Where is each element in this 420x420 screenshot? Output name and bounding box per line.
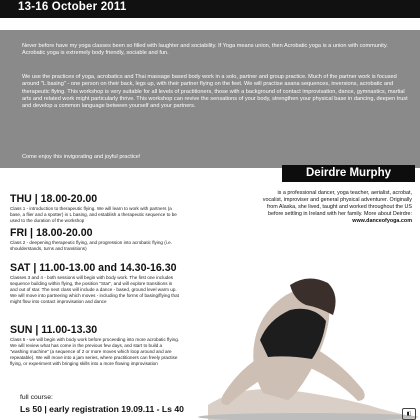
schedule-description: Classes 3 and 4 - both sessions will begin with body work. The first one includes sequence building within flying, the position "Star", and will explore transitions in and out of star. The next class will include a dance - based, ground level warm up. We will move into partnering which moves - including the forms of basing/flying that might flow into contact improvisation and dance: [10, 275, 179, 304]
schedule-description: Class 5 - we will begin with body work before proceeding into more acrobatic flying. We will review what has come in the previous few days, and start to build a "washing machine" (a sequence of 2 or more moves which loop around and are repeatable). We will move into a jam series, where practitioners can freely practise flying, or experiment with bringing skills into a more flowing improvisation: [10, 337, 180, 366]
intro-panel: [0, 30, 420, 168]
teacher-bio-text: is a professional dancer, yoga teacher, aerialist, acrobat, vocalist, improviser and general physical adventurer. Originally from Alaska, she lived, taught and worked throughout the US before settling in Ireland with her family. More about Deirdre:: [262, 190, 412, 218]
pricing-line: Ls 50 | early registration 19.09.11 - Ls 40: [20, 404, 184, 414]
schedule-heading: THU | 18.00-20.00: [10, 193, 98, 205]
schedule-thu: [10, 193, 180, 224]
intro-paragraph-3: Come enjoy this invigorating and joyful practice!: [22, 154, 141, 160]
schedule-day: THU: [10, 193, 32, 205]
early-registration-label: early registration 19.09.11: [49, 404, 155, 414]
schedule-day: FRI: [10, 227, 28, 239]
yoga-pose-photo: [168, 255, 420, 420]
schedule-heading: FRI | 18.00-20.00: [10, 227, 93, 239]
schedule-time: 11.00-13.30: [41, 324, 98, 336]
schedule-description: Class 1 - introduction to therapeutic flying. We will learn to work with partners (a base, a flier and a spotter) in L basing, and establish a therapeutic sequence to be used to the duration of the workshop: [10, 206, 177, 223]
teacher-website-link[interactable]: www.danceofyoga.com: [352, 218, 412, 225]
teacher-name-banner: [282, 165, 415, 182]
schedule-sun: [10, 324, 180, 367]
schedule-heading: SUN | 11.00-13.30: [10, 324, 98, 336]
intro-paragraph-1: Never before have my yoga classes been so filled with laughter and sociability. If Yoga means union, then Acrobatic yoga is a union with community. Acrobatic yoga is extremely body friendly, sociable and fun.: [22, 43, 388, 57]
teacher-name: Deirdre Murphy: [306, 167, 391, 179]
schedule-heading: SAT | 11.00-13.00 and 14.30-16.30: [10, 262, 177, 274]
early-price: Ls 40: [161, 404, 184, 414]
schedule-time: 11.00-13.00 and 14.30-16.30: [39, 262, 177, 274]
schedule-day: SUN: [10, 324, 33, 336]
date-banner: [0, 0, 420, 18]
intro-paragraph-2: We use the practices of yoga, acrobatics and Thai massage based body work in a solo, partner and group practice. Much of the partner work is focused around "L basing" - one person on their back, legs up, with their partner flying on the feet. We will practise asana sequences, inversions, acrobatic and therapeutic flying. This workshop is very suitable for all levels of practitioners, those with a background of contact improvisation, dance, gymnastics, martial arts and related work might particularly thrive. This workshop can revive the sensations of your body, strengthen your physical base in dancing, deepen trust and develop a common language between yourself and your partners.: [22, 74, 408, 110]
schedule-sat: [10, 262, 180, 305]
schedule-time: 18.00-20.00: [40, 193, 98, 205]
event-dates: 13-16 October 2011: [18, 1, 127, 13]
teacher-bio: [262, 190, 412, 225]
schedule-description: Class 2 - deepening therapeutic flying, and progression into acrobatic flying (i.e. shoulderstands, turns and transitions): [10, 240, 172, 251]
schedule-fri: [10, 227, 180, 252]
logo-icon: ◧: [402, 408, 416, 420]
schedule-day: SAT: [10, 262, 31, 274]
schedule-time: 18.00-20.00: [35, 227, 93, 239]
pricing-label: full course:: [20, 394, 53, 401]
arm-shape: [308, 350, 365, 401]
full-price: Ls 50: [20, 404, 42, 414]
